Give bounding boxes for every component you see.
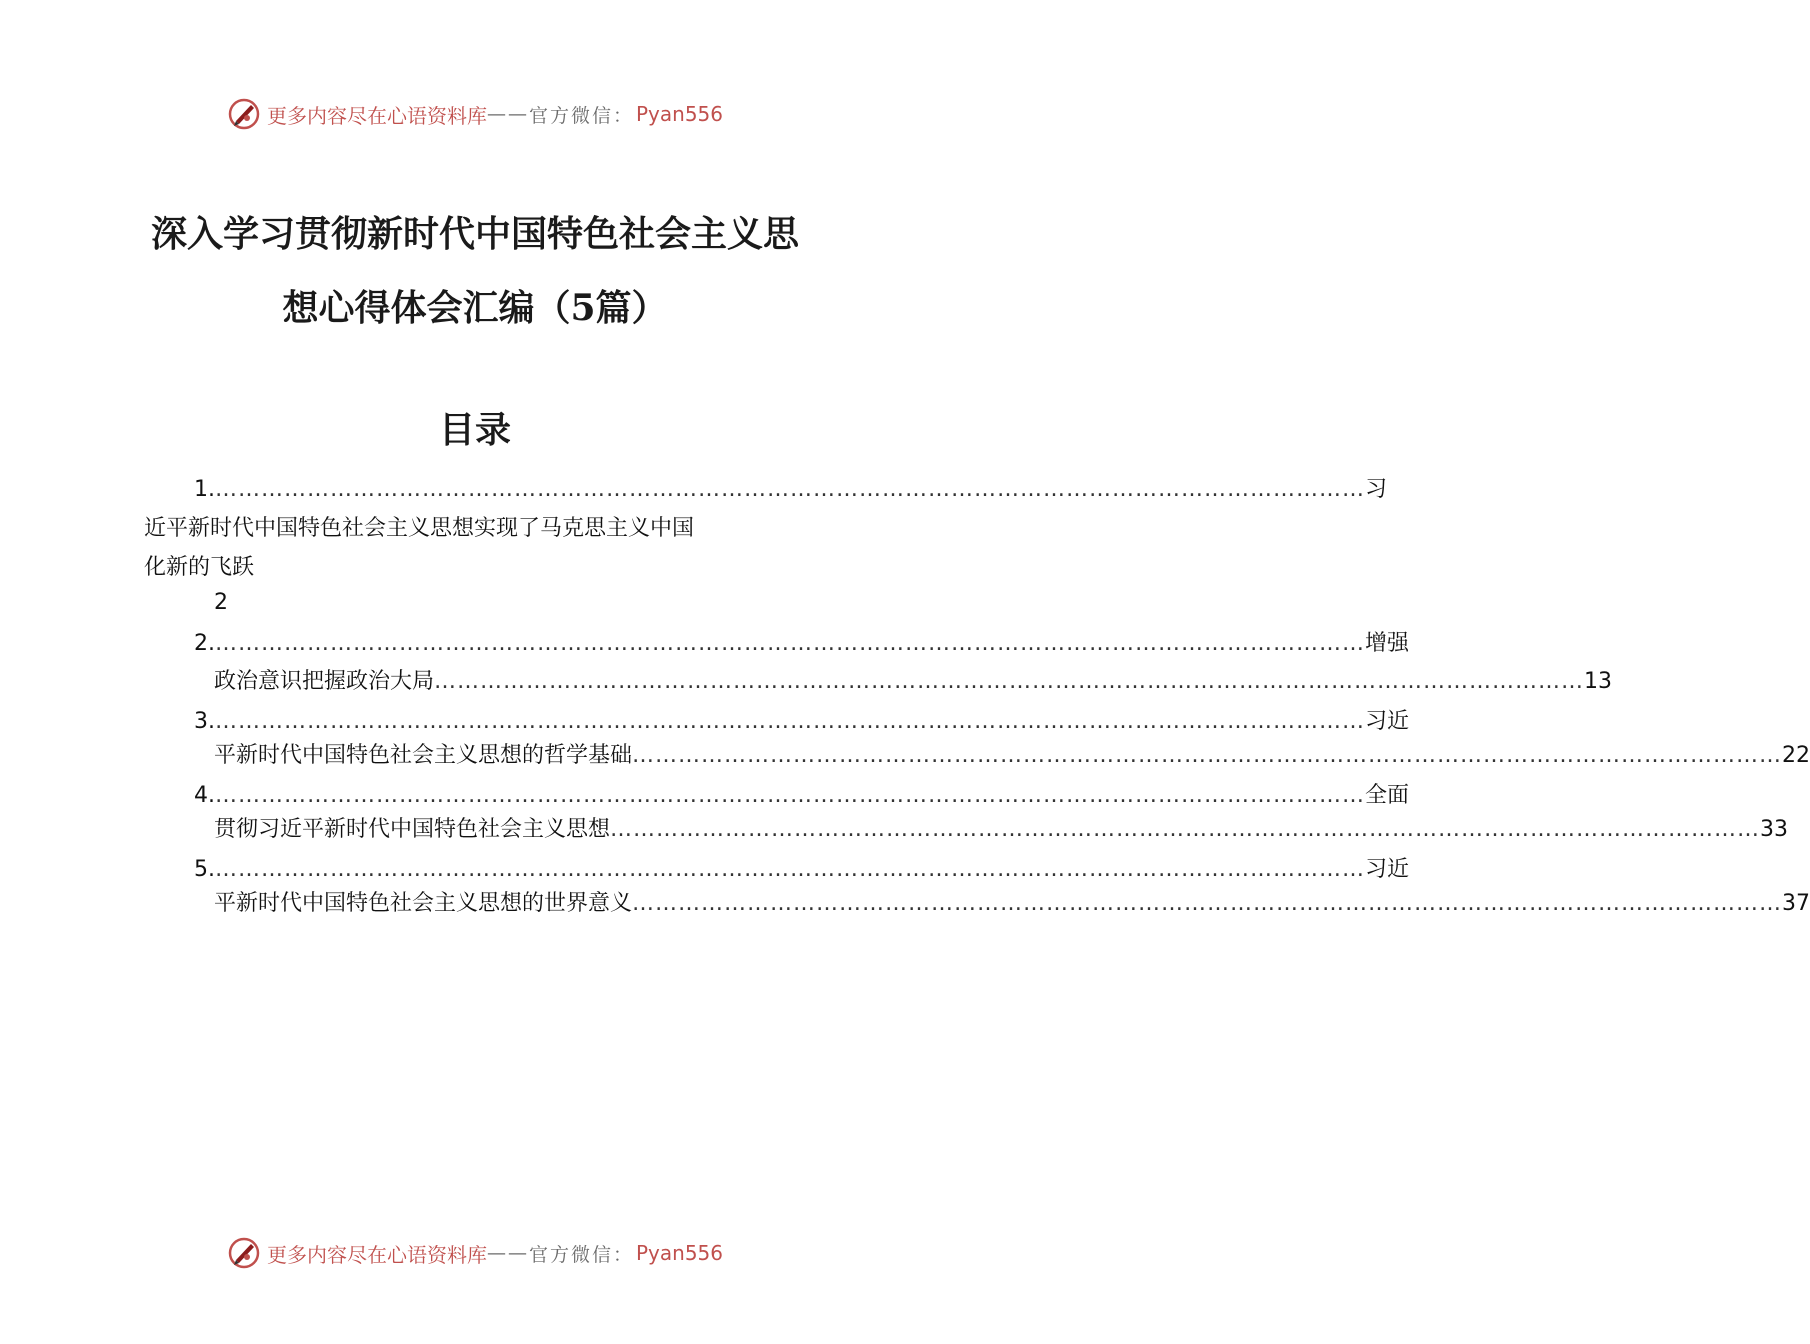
toc-dot-leader: …………………………………………………………………………………………………………………………………… — [215, 631, 1365, 656]
toc-entry-title-rest: 平新时代中国特色社会主义思想的哲学基础 — [214, 743, 633, 768]
toc-entry-number: 3. — [194, 709, 215, 734]
banner-wechat-label: 官方微信： — [528, 1243, 634, 1266]
footer-banner — [0, 1233, 950, 1273]
banner-slogan: 更多内容尽在心语资料库 — [266, 103, 487, 128]
toc-entry-3-line2 — [214, 742, 1810, 770]
toc-entry-3[interactable] — [194, 708, 1410, 736]
header-banner — [0, 94, 950, 134]
banner-wechat-label: 官方微信： — [528, 104, 634, 127]
toc-entry-number: 2. — [194, 631, 215, 656]
toc-entry-page: 22 — [1782, 743, 1810, 768]
toc-entry-1-line2: 近平新时代中国特色社会主义思想实现了马克思主义中国 — [144, 516, 695, 541]
toc-entry-title-start: 全面 — [1365, 783, 1410, 808]
toc-dot-leader: …………………………………………………………………………………………………………………………………… — [215, 783, 1365, 808]
toc-entry-page: 37 — [1782, 891, 1810, 916]
toc-entry-title-rest: 贯彻习近平新时代中国特色社会主义思想 — [214, 817, 611, 842]
toc-entry-title-start: 增强 — [1365, 631, 1410, 656]
toc-dot-leader: …………………………………………………………………………………………………………………………………… — [215, 857, 1365, 882]
toc-dot-leader: …………………………………………………………………………………………………………………………………… — [215, 477, 1365, 502]
toc-entry-1-line3: 化新的飞跃 — [144, 555, 255, 580]
toc-dot-leader: …………………………………………………………………………………………………………………………………… — [632, 743, 1783, 768]
toc-entry-4[interactable] — [194, 782, 1410, 810]
banner-wechat-id: Pyan556 — [636, 102, 724, 126]
toc-entry-title-start: 习近 — [1365, 857, 1410, 882]
toc-entry-page: 33 — [1760, 817, 1789, 842]
pen-logo-icon — [227, 97, 261, 131]
toc-dot-leader: …………………………………………………………………………………………………………………………………… — [610, 817, 1761, 842]
pen-logo-icon — [227, 1236, 261, 1270]
toc-entry-1[interactable] — [194, 476, 1388, 504]
toc-entry-number: 1. — [194, 477, 215, 502]
toc-dot-leader: …………………………………………………………………………………………………………………………………… — [215, 709, 1365, 734]
banner-slogan: 更多内容尽在心语资料库 — [266, 1242, 487, 1267]
toc-heading: 目录 — [438, 409, 511, 451]
toc-entry-4-line2 — [214, 816, 1789, 844]
toc-entry-title-start: 习 — [1365, 477, 1388, 502]
toc-entry-number: 5. — [194, 857, 215, 882]
document-title-line2: 想心得体会汇编（5篇） — [282, 287, 668, 329]
toc-entry-number: 4. — [194, 783, 215, 808]
toc-entry-title-rest: 平新时代中国特色社会主义思想的世界意义 — [214, 891, 633, 916]
banner-wechat-id: Pyan556 — [636, 1241, 724, 1265]
document-title-line1: 深入学习贯彻新时代中国特色社会主义思 — [150, 213, 799, 255]
banner-dash: —— — [486, 1242, 529, 1264]
toc-dot-leader: …………………………………………………………………………………………………………………………………… — [434, 669, 1585, 694]
toc-entry-1-page: 2 — [214, 590, 228, 615]
toc-entry-2[interactable] — [194, 630, 1410, 658]
toc-entry-title-rest: 政治意识把握政治大局 — [214, 669, 435, 694]
toc-entry-5-line2 — [214, 890, 1810, 918]
toc-entry-page: 13 — [1584, 669, 1613, 694]
toc-entry-2-line2 — [214, 668, 1613, 696]
banner-dash: —— — [486, 103, 529, 125]
toc-entry-5[interactable] — [194, 856, 1410, 884]
toc-dot-leader: …………………………………………………………………………………………………………………………………… — [632, 891, 1783, 916]
toc-entry-title-start: 习近 — [1365, 709, 1410, 734]
